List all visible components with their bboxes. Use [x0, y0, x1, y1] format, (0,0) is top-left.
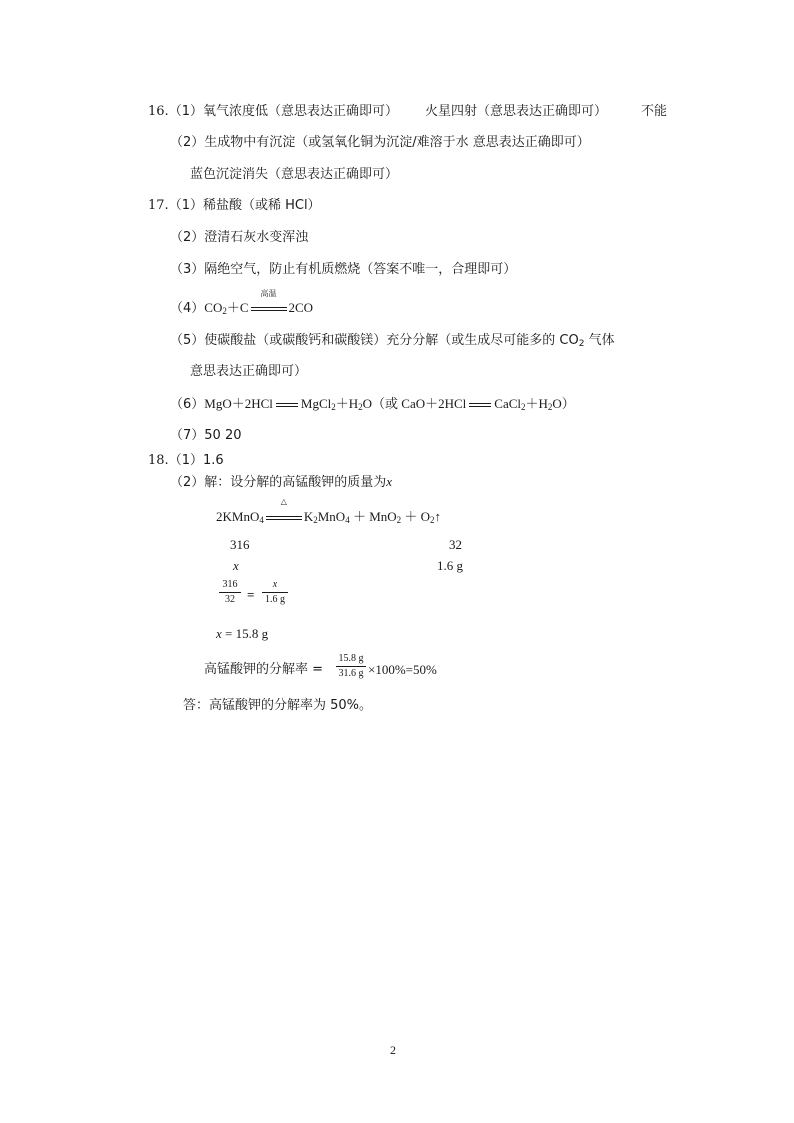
- q16-part2-answer-a: 生成物中有沉淀（或氢氧化铜为沉淀/难溶于水 意思表达正确即可）: [204, 135, 590, 150]
- q16-part1-label: （1）: [168, 104, 203, 119]
- q18-number: 18.: [148, 453, 169, 468]
- q17-part6-equation: （6）MgO＋2HCl $MgCl_2+H_2O$（或 CaO＋2HCl $CaCl_2+H_2O$）: [170, 396, 575, 412]
- proportion-right-fraction: x 1.6 g: [262, 579, 288, 606]
- q17-part6-label: （6）: [170, 397, 205, 412]
- decomposition-rate-label: 高锰酸钾的分解率 =: [204, 662, 324, 677]
- q17-part4-equation: $(4)CO_2+C$ 高温 2CO: [170, 289, 314, 316]
- final-answer: 答：高锰酸钾的分解率为 50%。: [183, 698, 373, 713]
- mass-kmno4: 316: [230, 537, 250, 552]
- q17-part3-answer: （3）隔绝空气，防止有机质燃烧（答案不唯一，合理即可）: [170, 262, 517, 277]
- q16-part2-answer-b: 蓝色沉淀消失（意思表达正确即可）: [190, 167, 399, 182]
- decomposition-rate-fraction: 15.8 g 31.6 g: [336, 653, 366, 680]
- equals-sign: [469, 396, 491, 414]
- equals-sign: [276, 396, 298, 414]
- q17-part5-answer-cont: 意思表达正确即可）: [190, 364, 308, 379]
- var-o2: 1.6 g: [437, 558, 463, 573]
- proportion-left-fraction: 316 32: [219, 579, 241, 606]
- mass-o2: 32: [449, 537, 462, 552]
- page-number: 2: [390, 1043, 396, 1057]
- q18-part1: [148, 452, 224, 470]
- q16-part1-answer-b: 火星四射（意思表达正确即可）: [425, 104, 608, 119]
- proportion-equals: =: [247, 587, 255, 602]
- high-temp-equals-sign: 高温: [251, 300, 287, 318]
- solution-result: x = 15.8 g: [216, 626, 269, 641]
- q17-part2-answer: （2）澄清石灰水变浑浊: [170, 230, 309, 245]
- q18-part1-answer: （1）1.6: [168, 453, 224, 468]
- q18-part2-intro: （2）解：设分解的高锰酸钾的质量为x: [170, 474, 393, 490]
- q16-part1: [148, 103, 398, 121]
- heat-equals-sign: △: [266, 508, 302, 526]
- kmno4-decomposition-equation: 2KMnO$_4$ △ $K_2MnO_4 + MnO_2$ ＋ $O_2↑$: [216, 497, 442, 525]
- q16-part2: [170, 134, 590, 152]
- decomposition-rate-result: ×100%=50%: [368, 662, 437, 677]
- q16-number: 16.: [148, 104, 169, 119]
- q16-part1-answer-c: 不能: [641, 104, 668, 119]
- q17-part1: [148, 197, 321, 215]
- q16-part2-label: （2）: [170, 135, 205, 150]
- q17-number: 17.: [148, 198, 169, 213]
- q17-part7-answer: （7）50 20: [170, 428, 242, 443]
- q17-part4-label: （4）: [170, 301, 205, 316]
- q17-part5-answer: （5）使碳酸盐（或碳酸钙和碳酸镁）充分分解（或生成尽可能多的 $CO_2$ 气体: [170, 333, 615, 349]
- q17-part1-answer: （1）稀盐酸（或稀 HCl）: [168, 198, 321, 213]
- q16-part1-answer-a: 氧气浓度低（意思表达正确即可）: [202, 104, 398, 119]
- var-kmno4: x: [233, 558, 239, 573]
- gas-arrow-icon: ↑: [434, 509, 442, 524]
